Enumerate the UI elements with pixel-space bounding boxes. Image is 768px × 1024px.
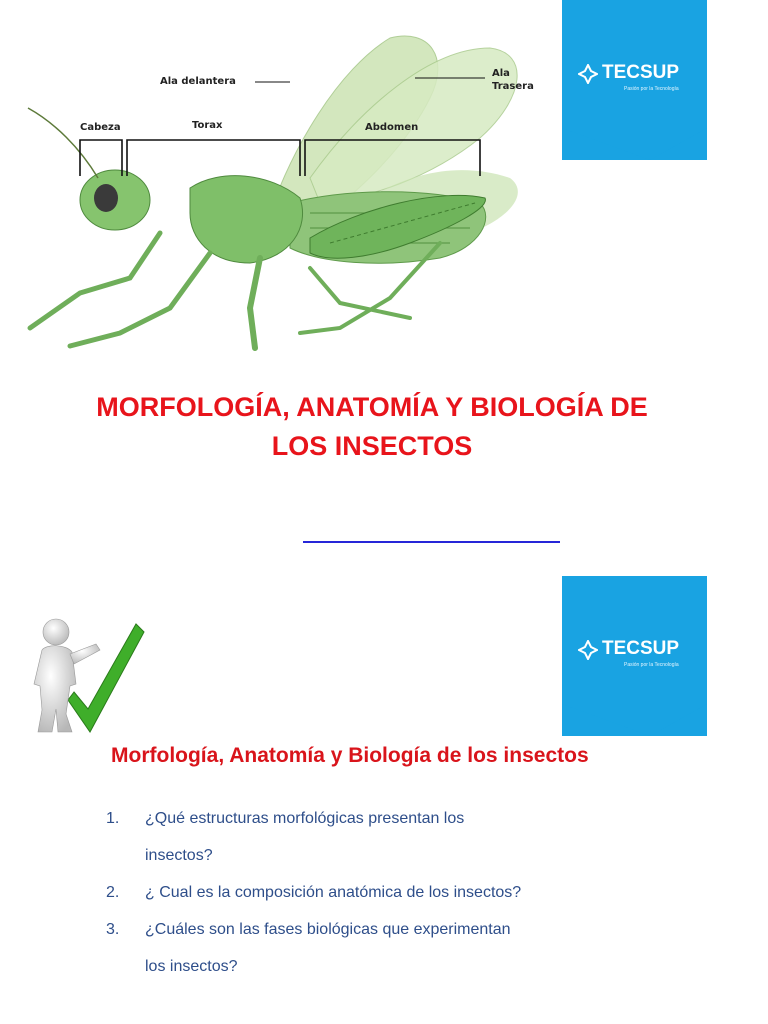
list-item-text: ¿ Cual es la composición anatómica de los insectos? bbox=[145, 884, 522, 901]
list-item-number: 1. bbox=[106, 810, 120, 827]
grasshopper-illustration bbox=[10, 28, 550, 358]
list-item-text-cont: los insectos? bbox=[145, 958, 238, 975]
questions-title: Morfología, Anatomía y Biología de los insectos bbox=[111, 744, 589, 767]
cover-title-line2: LOS INSECTOS bbox=[271, 431, 473, 461]
brand-logo-subtitle-2: Pasión por la Tecnología bbox=[624, 662, 679, 668]
list-item bbox=[106, 874, 626, 911]
list-item bbox=[106, 800, 626, 874]
list-item-text: ¿Cuáles son las fases biológicas que experimentan bbox=[145, 921, 511, 938]
label-head: Cabeza bbox=[80, 122, 121, 133]
brand-badge-2 bbox=[562, 576, 707, 736]
label-abdomen: Abdomen bbox=[365, 122, 419, 133]
brand-badge bbox=[562, 0, 707, 160]
underline-divider bbox=[303, 541, 560, 543]
label-thorax: Torax bbox=[192, 120, 223, 131]
tecsup-logo-icon bbox=[578, 64, 598, 84]
label-hind-wing-2: Trasera bbox=[492, 81, 534, 92]
list-item bbox=[106, 911, 626, 985]
cover-title bbox=[40, 388, 704, 466]
brand-logo-subtitle: Pasión por la Tecnología bbox=[624, 86, 679, 92]
cover-title-line1: MORFOLOGÍA, ANATOMÍA Y BIOLOGÍA DE bbox=[96, 392, 648, 422]
label-front-wing: Ala delantera bbox=[160, 76, 236, 87]
questions-list bbox=[106, 800, 626, 985]
slide-questions bbox=[0, 576, 768, 1024]
label-hind-wing-1: Ala bbox=[492, 68, 510, 79]
tecsup-logo-icon bbox=[578, 640, 598, 660]
list-item-number: 3. bbox=[106, 921, 120, 938]
list-item-number: 2. bbox=[106, 884, 120, 901]
list-item-text-cont: insectos? bbox=[145, 847, 213, 864]
brand-logo-text-2: TECSUP bbox=[602, 638, 680, 659]
list-item-text: ¿Qué estructuras morfológicas presentan los bbox=[145, 810, 465, 827]
brand-logo-text: TECSUP bbox=[602, 62, 680, 83]
person-checkmark-icon bbox=[26, 614, 156, 739]
grasshopper-diagram bbox=[10, 28, 550, 363]
